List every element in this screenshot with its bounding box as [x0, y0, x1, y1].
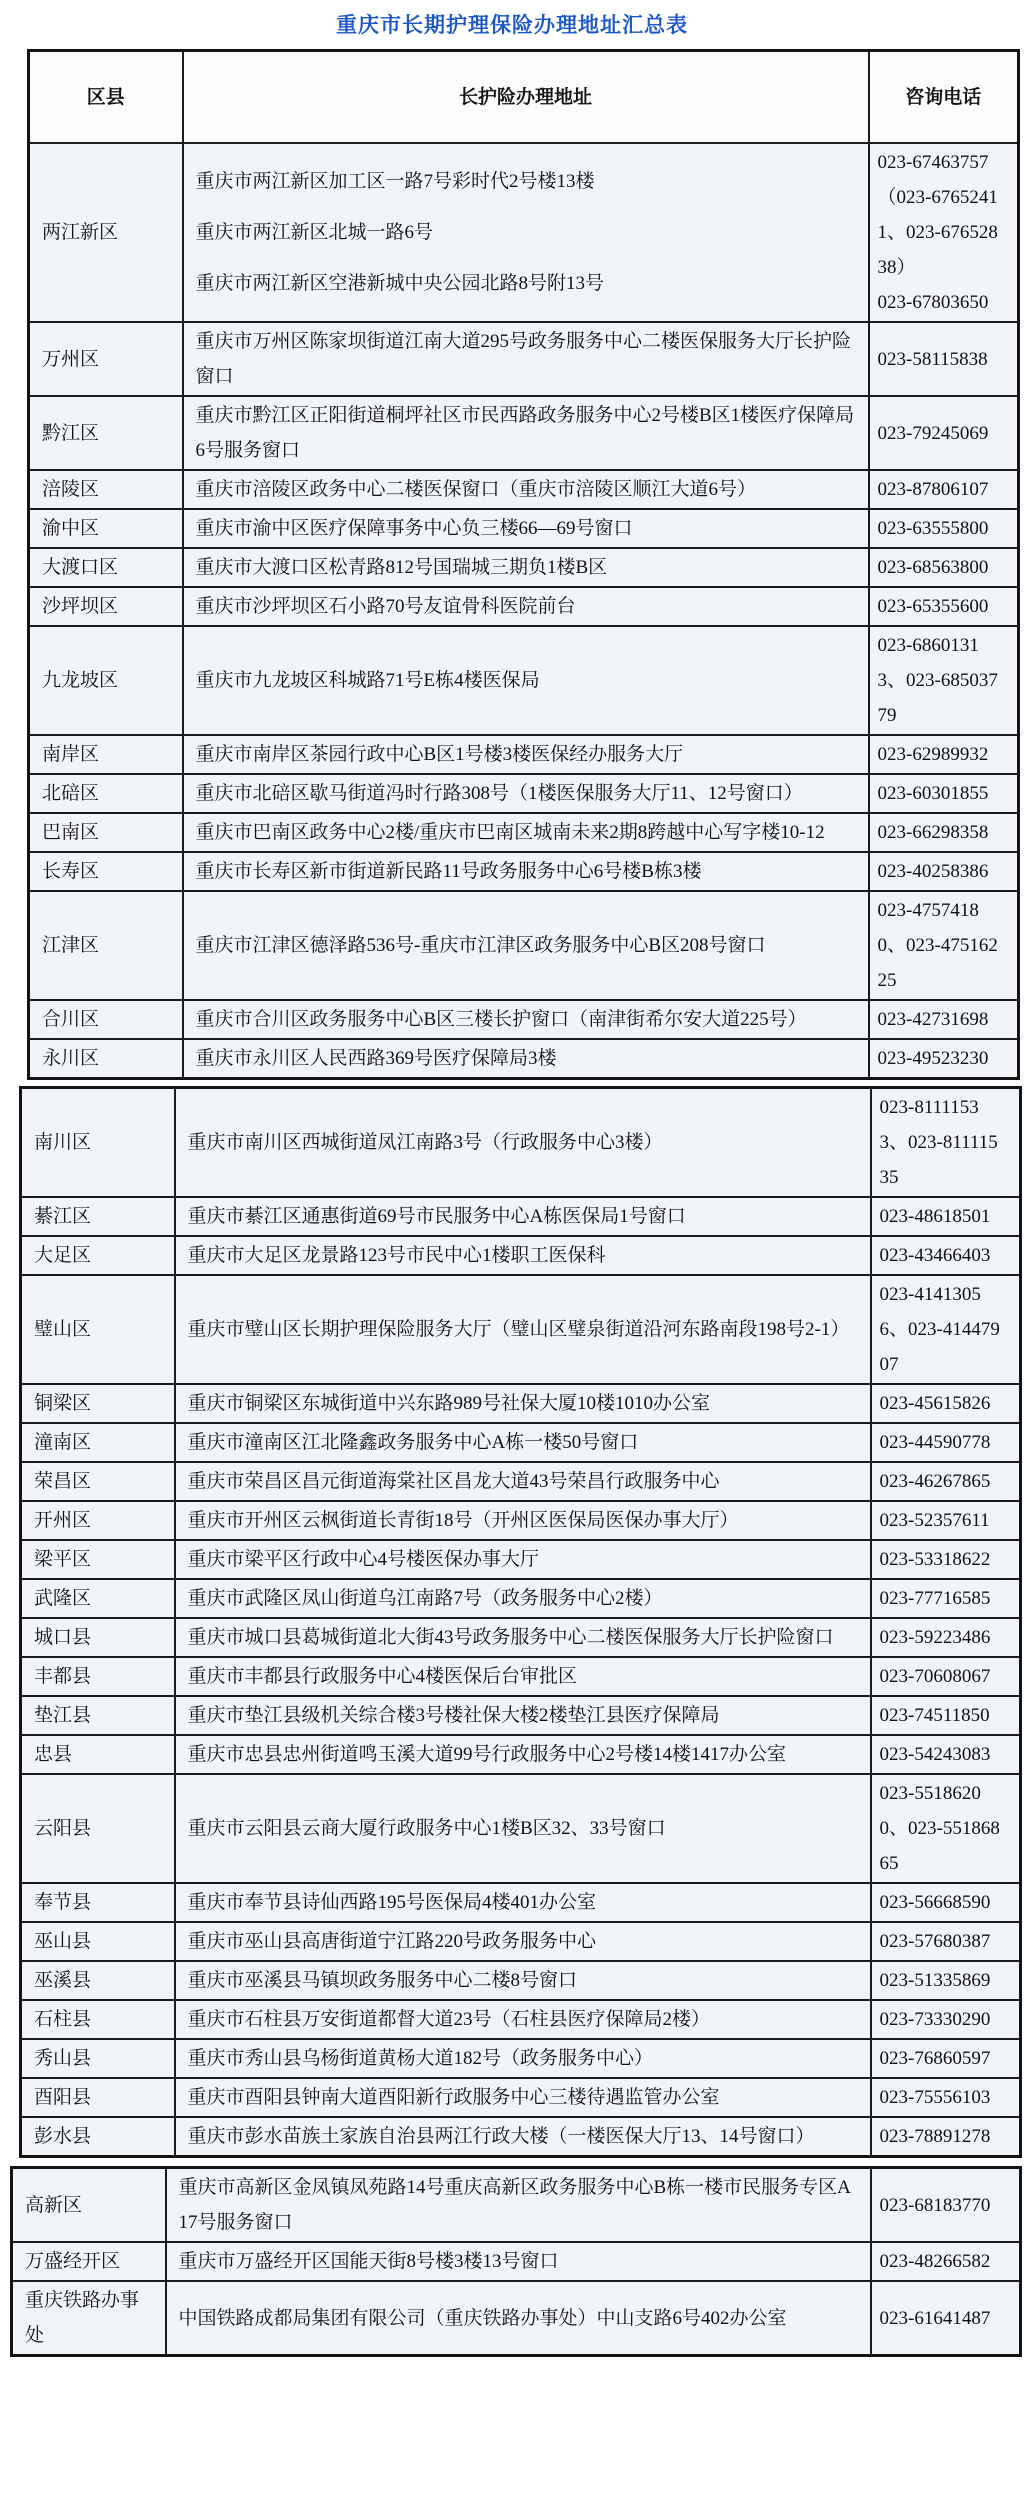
phone-cell: [869, 1000, 1019, 1039]
district-cell: 秀山县: [21, 2039, 175, 2078]
phone-line: 023-70608067: [879, 1666, 991, 1687]
address-cell: [175, 2117, 871, 2157]
phone-line: 023-61641487: [879, 2307, 991, 2329]
phone-line: 023-48618501: [879, 1206, 991, 1227]
district-cell: 荣昌区: [21, 1462, 175, 1501]
phone-cell: [871, 1088, 1021, 1198]
table-row: [21, 1922, 1021, 1961]
address-line: 重庆市大渡口区松青路812号国瑞城三期负1楼B区: [195, 557, 608, 578]
table-row: [21, 1961, 1021, 2000]
address-cell: [183, 509, 869, 548]
address-line: 重庆市云阳县云商大厦行政服务中心1楼B区32、33号窗口: [187, 1818, 666, 1839]
district-cell: 城口县: [21, 1618, 175, 1657]
district-cell: 涪陵区: [29, 470, 183, 509]
address-cell: [183, 396, 869, 470]
phone-line: 07: [879, 1354, 899, 1375]
address-cell: [175, 1275, 871, 1384]
phone-cell: [871, 2242, 1021, 2281]
district-cell: 长寿区: [29, 852, 183, 891]
phone-line: 023-67463757: [877, 152, 989, 173]
phone-cell: [871, 2000, 1021, 2039]
phone-cell: [869, 774, 1019, 813]
phone-cell: [871, 1462, 1021, 1501]
address-line: 重庆市酉阳县钟南大道酉阳新行政服务中心三楼待遇监管办公室: [187, 2087, 720, 2108]
district-cell: 奉节县: [21, 1883, 175, 1922]
address-line: 重庆市彭水苗族土家族自治县两江行政大楼（一楼医保大厅13、14号窗口）: [187, 2126, 815, 2147]
phone-line: 023-75556103: [879, 2087, 991, 2108]
phone-line: 023-43466403: [879, 1245, 991, 1266]
phone-cell: [871, 2281, 1021, 2356]
address-cell: [166, 2168, 871, 2243]
phone-line: 023-40258386: [877, 861, 989, 882]
table-row: [21, 1696, 1021, 1735]
phone-line: 023-57680387: [879, 1931, 991, 1952]
address-cell: [175, 2000, 871, 2039]
district-cell: 武隆区: [21, 1579, 175, 1618]
table-row: [21, 1618, 1021, 1657]
address-cell: [175, 1735, 871, 1774]
phone-cell: [871, 1275, 1021, 1384]
address-cell: [175, 1883, 871, 1922]
table-row: [21, 2039, 1021, 2078]
table-row: [29, 1000, 1019, 1039]
phone-cell: [871, 1657, 1021, 1696]
table-row: [29, 143, 1019, 322]
phone-line: 023-77716585: [879, 1588, 991, 1609]
phone-line: 023-4757418: [877, 900, 979, 921]
table-row: [21, 1275, 1021, 1384]
phone-line: 023-60301855: [877, 783, 989, 804]
phone-line: 023-66298358: [877, 822, 989, 843]
address-line: 重庆市永川区人民西路369号医疗保障局3楼: [195, 1048, 557, 1069]
phone-cell: [869, 891, 1019, 1000]
address-line: 重庆市江津区德泽路536号-重庆市江津区政务服务中心B区208号窗口: [195, 935, 766, 956]
district-cell: 梁平区: [21, 1540, 175, 1579]
district-cell: 巫溪县: [21, 1961, 175, 2000]
table-row: [29, 774, 1019, 813]
phone-line: 023-78891278: [879, 2126, 991, 2147]
district-cell: 南川区: [21, 1088, 175, 1198]
phone-line: 023-45615826: [879, 1393, 991, 1414]
address-cell: [183, 1039, 869, 1079]
address-cell: [175, 2039, 871, 2078]
address-line: 重庆市秀山县乌杨街道黄杨大道182号（政务服务中心）: [187, 2048, 654, 2069]
table-row: [21, 1462, 1021, 1501]
table-row: [29, 1039, 1019, 1079]
district-cell: 石柱县: [21, 2000, 175, 2039]
address-line: 重庆市綦江区通惠街道69号市民服务中心A栋医保局1号窗口: [187, 1206, 686, 1227]
district-cell: 璧山区: [21, 1275, 175, 1384]
district-cell: 云阳县: [21, 1774, 175, 1883]
district-cell: 大渡口区: [29, 548, 183, 587]
table-row: [29, 548, 1019, 587]
table-row: [21, 1540, 1021, 1579]
phone-line: 023-6860131: [877, 635, 979, 656]
address-table-container: [0, 49, 1024, 2357]
phone-cell: [869, 322, 1019, 396]
phone-line: 023-63555800: [877, 518, 989, 539]
table-row: [29, 396, 1019, 470]
address-cell: [183, 813, 869, 852]
district-cell: 垫江县: [21, 1696, 175, 1735]
phone-line: 023-73330290: [879, 2009, 991, 2030]
table-segment-2: [10, 2166, 1022, 2357]
phone-cell: [871, 1618, 1021, 1657]
phone-cell: [871, 2039, 1021, 2078]
address-line: 重庆市万州区陈家坝街道江南大道295号政务服务中心二楼医保服务大厅长护险窗口: [195, 331, 852, 387]
table-row: [21, 2000, 1021, 2039]
phone-cell: [871, 1384, 1021, 1423]
district-cell: 开州区: [21, 1501, 175, 1540]
address-cell: [175, 1922, 871, 1961]
address-line: 重庆市万盛经开区国能天街8号楼3楼13号窗口: [178, 2251, 559, 2272]
table-row: [21, 1423, 1021, 1462]
phone-line: 023-62989932: [877, 744, 989, 765]
address-line: 重庆市黔江区正阳街道桐坪社区市民西路政务服务中心2号楼B区1楼医疗保障局6号服务窗口: [195, 405, 855, 461]
table-segment-1: [19, 1086, 1022, 2158]
phone-cell: [869, 735, 1019, 774]
district-cell: 彭水县: [21, 2117, 175, 2157]
district-cell: 渝中区: [29, 509, 183, 548]
district-cell: 江津区: [29, 891, 183, 1000]
table-row: [29, 322, 1019, 396]
address-cell: [183, 735, 869, 774]
address-line: 重庆市璧山区长期护理保险服务大厅（璧山区璧泉街道沿河东路南段198号2-1）: [187, 1319, 850, 1340]
table-row: [12, 2242, 1021, 2281]
address-cell: [175, 1774, 871, 1883]
table-row: [29, 813, 1019, 852]
address-cell: [183, 143, 869, 322]
address-cell: [175, 1579, 871, 1618]
address-cell: [183, 852, 869, 891]
address-line: 重庆市潼南区江北隆鑫政务服务中心A栋一楼50号窗口: [187, 1432, 639, 1453]
phone-line: 1、023-676528: [877, 222, 998, 243]
district-cell: 合川区: [29, 1000, 183, 1039]
table-row: [29, 852, 1019, 891]
phone-line: 023-74511850: [879, 1705, 990, 1726]
address-line: 重庆市高新区金凤镇凤苑路14号重庆高新区政务服务中心B栋一楼市民服务专区A17号服务窗口: [178, 2177, 851, 2233]
phone-cell: [871, 1423, 1021, 1462]
phone-cell: [871, 1197, 1021, 1236]
address-line: 重庆市巴南区政务中心2楼/重庆市巴南区城南未来2期8跨越中心写字楼10-12: [195, 822, 825, 843]
phone-line: 3、023-685037: [877, 670, 998, 691]
phone-line: 0、023-475162: [877, 935, 998, 956]
header-address: 长护险办理地址: [183, 51, 869, 144]
phone-line: 023-44590778: [879, 1432, 991, 1453]
address-line: 重庆市大足区龙景路123号市民中心1楼职工医保科: [187, 1245, 606, 1266]
address-line: 重庆市巫溪县马镇坝政务服务中心二楼8号窗口: [187, 1970, 578, 1991]
phone-cell: [871, 1883, 1021, 1922]
address-line: 重庆市梁平区行政中心4号楼医保办事大厅: [187, 1549, 540, 1570]
table-row: [29, 587, 1019, 626]
table-row: [21, 1657, 1021, 1696]
address-cell: [175, 1696, 871, 1735]
phone-line: 023-58115838: [877, 348, 988, 370]
phone-cell: [871, 2117, 1021, 2157]
phone-cell: [869, 143, 1019, 322]
district-cell: 铜梁区: [21, 1384, 175, 1423]
phone-line: 023-76860597: [879, 2048, 991, 2069]
table-row: [21, 1579, 1021, 1618]
address-cell: [175, 1540, 871, 1579]
table-row: [29, 626, 1019, 735]
address-cell: [166, 2242, 871, 2281]
phone-cell: [871, 1540, 1021, 1579]
address-line: 重庆市两江新区空港新城中央公园北路8号附13号: [195, 273, 605, 294]
phone-cell: [869, 1039, 1019, 1079]
address-cell: [183, 1000, 869, 1039]
address-line: 重庆市长寿区新市街道新民路11号政务服务中心6号楼B栋3楼: [195, 861, 702, 882]
phone-cell: [871, 1696, 1021, 1735]
address-cell: [183, 322, 869, 396]
phone-line: 023-46267865: [879, 1471, 991, 1492]
district-cell: 南岸区: [29, 735, 183, 774]
district-cell: 永川区: [29, 1039, 183, 1079]
phone-cell: [871, 2078, 1021, 2117]
phone-line: 023-56668590: [879, 1892, 991, 1913]
district-cell: 万州区: [29, 322, 183, 396]
district-cell: 万盛经开区: [12, 2242, 166, 2281]
district-cell: 酉阳县: [21, 2078, 175, 2117]
table-row: [21, 1735, 1021, 1774]
phone-cell: [869, 396, 1019, 470]
phone-line: 023-68563800: [877, 557, 989, 578]
address-cell: [175, 1197, 871, 1236]
address-cell: [175, 1462, 871, 1501]
district-cell: 重庆铁路办事处: [12, 2281, 166, 2356]
district-cell: 黔江区: [29, 396, 183, 470]
district-cell: 巫山县: [21, 1922, 175, 1961]
address-line: 重庆市巫山县高唐街道宁江路220号政务服务中心: [187, 1931, 597, 1952]
district-cell: 沙坪坝区: [29, 587, 183, 626]
table-row: [12, 2168, 1021, 2243]
phone-line: 023-52357611: [879, 1510, 990, 1531]
table-row: [21, 1774, 1021, 1883]
address-line: 重庆市荣昌区昌元街道海棠社区昌龙大道43号荣昌行政服务中心: [187, 1471, 720, 1492]
phone-cell: [871, 2168, 1021, 2243]
phone-line: 023-54243083: [879, 1744, 991, 1765]
address-line: 中国铁路成都局集团有限公司（重庆铁路办事处）中山支路6号402办公室: [178, 2307, 787, 2329]
address-line: 重庆市铜梁区东城街道中兴东路989号社保大厦10楼1010办公室: [187, 1393, 711, 1414]
page-title: 重庆市长期护理保险办理地址汇总表: [336, 13, 688, 37]
table-row: [21, 1236, 1021, 1275]
phone-line: （023-6765241: [877, 187, 998, 208]
phone-cell: [869, 587, 1019, 626]
phone-cell: [871, 1501, 1021, 1540]
address-cell: [175, 1423, 871, 1462]
district-cell: 北碚区: [29, 774, 183, 813]
phone-line: 35: [879, 1167, 899, 1188]
phone-line: 023-4141305: [879, 1284, 981, 1305]
phone-line: 38）: [877, 257, 916, 278]
phone-line: 3、023-811115: [879, 1132, 998, 1153]
table-row: [21, 1384, 1021, 1423]
table-row: [29, 509, 1019, 548]
address-line: 重庆市南川区西城街道凤江南路3号（行政服务中心3楼）: [187, 1132, 663, 1153]
district-cell: 巴南区: [29, 813, 183, 852]
district-cell: 綦江区: [21, 1197, 175, 1236]
district-cell: 九龙坡区: [29, 626, 183, 735]
address-line: 重庆市忠县忠州街道鸣玉溪大道99号行政服务中心2号楼14楼1417办公室: [187, 1744, 787, 1765]
table-row: [21, 1197, 1021, 1236]
address-line: 重庆市石柱县万安街道都督大道23号（石柱县医疗保障局2楼）: [187, 2009, 711, 2030]
address-cell: [183, 470, 869, 509]
phone-line: 023-48266582: [879, 2251, 991, 2272]
table-row: [21, 1088, 1021, 1198]
address-cell: [175, 1088, 871, 1198]
address-line: 重庆市合川区政务服务中心B区三楼长护窗口（南津街希尔安大道225号）: [195, 1009, 807, 1030]
address-line: 重庆市南岸区茶园行政中心B区1号楼3楼医保经办服务大厅: [195, 744, 684, 765]
address-line: 重庆市丰都县行政服务中心4楼医保后台审批区: [187, 1666, 578, 1687]
phone-line: 023-68183770: [879, 2194, 991, 2216]
district-cell: 忠县: [21, 1735, 175, 1774]
address-cell: [183, 587, 869, 626]
address-line: 重庆市城口县葛城街道北大街43号政务服务中心二楼医保服务大厅长护险窗口: [187, 1627, 834, 1648]
phone-line: 023-53318622: [879, 1549, 991, 1570]
phone-cell: [871, 1579, 1021, 1618]
phone-cell: [869, 470, 1019, 509]
phone-line: 79: [877, 705, 897, 726]
address-cell: [175, 2078, 871, 2117]
address-cell: [175, 1236, 871, 1275]
district-cell: 潼南区: [21, 1423, 175, 1462]
phone-cell: [871, 1236, 1021, 1275]
district-cell: 高新区: [12, 2168, 166, 2243]
phone-line: 023-42731698: [877, 1009, 989, 1030]
phone-cell: [869, 852, 1019, 891]
table-row: [21, 2078, 1021, 2117]
address-cell: [183, 891, 869, 1000]
table-row: [21, 2117, 1021, 2157]
address-line: 重庆市武隆区凤山街道乌江南路7号（政务服务中心2楼）: [187, 1588, 663, 1609]
phone-cell: [869, 813, 1019, 852]
phone-line: 023-79245069: [877, 422, 989, 444]
table-segment-0: [27, 49, 1020, 1080]
long-term-care-address-page: [0, 9, 1024, 2357]
phone-cell: [869, 626, 1019, 735]
address-line: 重庆市涪陵区政务中心二楼医保窗口（重庆市涪陵区顺江大道6号）: [195, 479, 757, 500]
phone-cell: [869, 548, 1019, 587]
phone-line: 023-59223486: [879, 1627, 991, 1648]
phone-line: 65: [879, 1853, 899, 1874]
header-phone: 咨询电话: [869, 51, 1019, 144]
address-cell: [175, 1501, 871, 1540]
phone-line: 023-8111153: [879, 1097, 979, 1118]
address-line: 重庆市两江新区加工区一路7号彩时代2号楼13楼: [195, 171, 595, 192]
phone-cell: [871, 1774, 1021, 1883]
address-line: 重庆市开州区云枫街道长青街18号（开州区医保局医保办事大厅）: [187, 1510, 739, 1531]
district-cell: 大足区: [21, 1236, 175, 1275]
address-line: 重庆市九龙坡区科城路71号E栋4楼医保局: [195, 670, 540, 691]
table-row: [29, 735, 1019, 774]
address-line: 重庆市北碚区歇马街道冯时行路308号（1楼医保服务大厅11、12号窗口）: [195, 783, 803, 804]
address-cell: [166, 2281, 871, 2356]
address-cell: [183, 774, 869, 813]
address-cell: [175, 1384, 871, 1423]
table-row: [29, 470, 1019, 509]
table-row: [12, 2281, 1021, 2356]
table-row: [21, 1883, 1021, 1922]
table-row: [21, 1501, 1021, 1540]
address-cell: [175, 1961, 871, 2000]
phone-line: 023-67803650: [877, 292, 989, 313]
address-cell: [183, 548, 869, 587]
district-cell: 丰都县: [21, 1657, 175, 1696]
phone-line: 0、023-551868: [879, 1818, 1000, 1839]
phone-line: 023-87806107: [877, 479, 989, 500]
header-district: 区县: [29, 51, 183, 144]
phone-line: 023-51335869: [879, 1970, 991, 1991]
address-line: 重庆市垫江县级机关综合楼3号楼社保大楼2楼垫江县医疗保障局: [187, 1705, 720, 1726]
address-line: 重庆市两江新区北城一路6号: [195, 222, 434, 243]
table-row: [29, 891, 1019, 1000]
district-cell: 两江新区: [29, 143, 183, 322]
phone-line: 023-49523230: [877, 1048, 989, 1069]
address-line: 重庆市沙坪坝区石小路70号友谊骨科医院前台: [195, 596, 576, 617]
phone-cell: [871, 1735, 1021, 1774]
phone-cell: [869, 509, 1019, 548]
address-line: 重庆市渝中区医疗保障事务中心负三楼66—69号窗口: [195, 518, 633, 539]
phone-cell: [871, 1922, 1021, 1961]
header-row: [29, 51, 1019, 144]
address-cell: [183, 626, 869, 735]
phone-cell: [871, 1961, 1021, 2000]
address-line: 重庆市奉节县诗仙西路195号医保局4楼401办公室: [187, 1892, 597, 1913]
phone-line: 023-65355600: [877, 596, 989, 617]
phone-line: 023-5518620: [879, 1783, 981, 1804]
address-cell: [175, 1618, 871, 1657]
phone-line: 25: [877, 970, 897, 991]
phone-line: 6、023-414479: [879, 1319, 1000, 1340]
address-cell: [175, 1657, 871, 1696]
